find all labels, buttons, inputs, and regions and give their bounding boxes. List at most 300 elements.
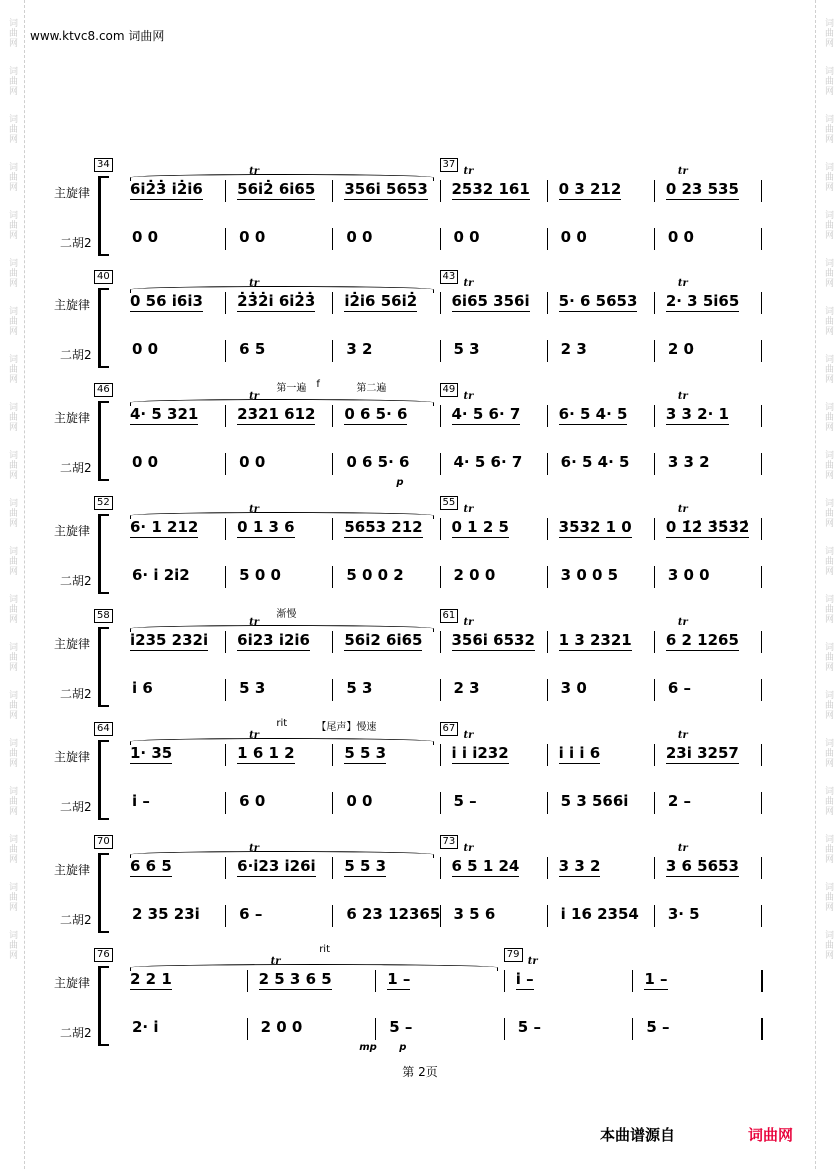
erhu-measure: 6 23 12365	[346, 905, 441, 923]
melody-measure: 2532 161	[451, 180, 530, 198]
barline	[225, 340, 226, 362]
barline	[225, 453, 226, 475]
erhu-measure: 2 3	[560, 340, 587, 358]
score-system	[0, 158, 840, 258]
barline	[332, 180, 333, 202]
measure-number: 37	[440, 158, 459, 172]
measure-number: 70	[94, 835, 113, 849]
watermark: 词曲网	[823, 498, 833, 528]
measure-number: 55	[440, 496, 459, 510]
erhu-measure: i 6	[132, 679, 153, 697]
erhu-measure: 0 0	[239, 453, 266, 471]
erhu-measure: 5 0 0 2	[346, 566, 404, 584]
watermark: 词曲网	[7, 786, 17, 816]
site-url: www.ktvc8.com 词曲网	[30, 29, 165, 43]
part-label-melody: 主旋律	[54, 750, 91, 764]
barline	[375, 970, 376, 992]
barline	[761, 292, 762, 314]
erhu-measure: 0 0	[346, 792, 373, 810]
system-bracket	[98, 966, 109, 1046]
trill-mark: tr	[249, 278, 260, 289]
barline	[504, 1018, 505, 1040]
watermark: 词曲网	[823, 690, 833, 720]
melody-measure: i2̇i6 56i2̇	[344, 292, 418, 310]
melody-measure: 2̇3̇2̇i 6i2̇3̇	[237, 292, 316, 310]
barline	[547, 566, 548, 588]
melody-measure: 5 5 3	[344, 744, 387, 762]
erhu-measure: 0 0	[239, 228, 266, 246]
barline	[225, 905, 226, 927]
erhu-measure: 5 –	[389, 1018, 413, 1036]
part-label-erhu: 二胡2	[60, 687, 92, 701]
barline	[632, 1018, 633, 1040]
melody-measure: 6 2 1265	[665, 631, 739, 649]
watermark: 词曲网	[823, 642, 833, 672]
barline	[547, 228, 548, 250]
barline	[440, 631, 441, 653]
melody-measure: 356i 5653	[344, 180, 428, 198]
watermark: 词曲网	[823, 18, 833, 48]
barline	[440, 566, 441, 588]
barline	[547, 180, 548, 202]
barline	[225, 228, 226, 250]
melody-measure: 1 6 1 2	[237, 744, 295, 762]
watermark: 词曲网	[7, 306, 17, 336]
measure-number: 46	[94, 383, 113, 397]
barline	[225, 405, 226, 427]
barline	[654, 679, 655, 701]
watermark: 词曲网	[7, 354, 17, 384]
score-annotation: 第二遍	[356, 383, 387, 394]
watermark: 词曲网	[823, 594, 833, 624]
barline	[332, 405, 333, 427]
part-label-melody: 主旋律	[54, 637, 91, 651]
barline	[225, 744, 226, 766]
melody-measure: 5653 212	[344, 518, 423, 536]
barline	[332, 340, 333, 362]
barline	[654, 518, 655, 540]
score-annotation: rit	[276, 718, 288, 729]
barline	[332, 744, 333, 766]
score-system	[0, 379, 840, 488]
brand-link[interactable]: 词曲网	[748, 1126, 794, 1144]
erhu-measure: 5 3 566i	[560, 792, 629, 810]
watermark: 词曲网	[823, 306, 833, 336]
trill-mark: tr	[463, 278, 474, 289]
melody-measure: 6i65 356i	[451, 292, 530, 310]
watermark: 词曲网	[823, 210, 833, 240]
melody-measure: 356i 6532	[451, 631, 535, 649]
watermark: 词曲网	[7, 690, 17, 720]
erhu-measure: 6· 5 4· 5	[560, 453, 630, 471]
trill-mark: tr	[249, 504, 260, 515]
system-bracket	[98, 740, 109, 820]
melody-measure: 3 6 5653	[665, 857, 739, 875]
trill-mark: tr	[527, 956, 538, 967]
barline	[504, 970, 505, 992]
trill-mark: tr	[677, 166, 688, 177]
measure-number: 61	[440, 609, 459, 623]
erhu-measure: 3 3 2	[667, 453, 710, 471]
score-system	[0, 270, 840, 370]
watermark: 词曲网	[823, 546, 833, 576]
erhu-measure: 5 –	[453, 792, 477, 810]
watermark: 词曲网	[7, 594, 17, 624]
watermark: 词曲网	[7, 930, 17, 960]
melody-measure: 0 23 535	[665, 180, 739, 198]
barline	[654, 180, 655, 202]
system-bracket	[98, 514, 109, 594]
barline	[440, 292, 441, 314]
erhu-measure: 0 0	[560, 228, 587, 246]
melody-measure: 4· 5 321	[130, 405, 199, 423]
barline	[547, 292, 548, 314]
watermark: 词曲网	[823, 66, 833, 96]
erhu-measure: 2· i	[132, 1018, 159, 1036]
barline	[761, 905, 762, 927]
erhu-measure: 2 0	[667, 340, 694, 358]
melody-measure: 2 5 3 6 5	[258, 970, 332, 988]
trill-mark: tr	[677, 278, 688, 289]
system-bracket	[98, 853, 109, 933]
melody-measure: i –	[515, 970, 534, 988]
melody-measure: 6i2̇3̇ i2̇i6	[130, 180, 203, 198]
erhu-measure: 3· 5	[667, 905, 700, 923]
barline	[247, 1018, 248, 1040]
erhu-measure: 5 –	[646, 1018, 670, 1036]
watermark: 词曲网	[7, 738, 17, 768]
score-annotation: p	[399, 1042, 407, 1053]
barline	[375, 1018, 376, 1040]
barline	[440, 228, 441, 250]
barline	[547, 792, 548, 814]
watermark: 词曲网	[823, 738, 833, 768]
watermark: 词曲网	[7, 546, 17, 576]
watermark: 词曲网	[823, 930, 833, 960]
trill-mark: tr	[270, 956, 281, 967]
trill-mark: tr	[249, 391, 260, 402]
barline	[440, 180, 441, 202]
erhu-measure: 5 0 0	[239, 566, 281, 584]
measure-number: 49	[440, 383, 459, 397]
barline	[547, 631, 548, 653]
barline	[761, 228, 762, 250]
barline	[632, 970, 633, 992]
barline	[654, 566, 655, 588]
system-bracket	[98, 288, 109, 368]
erhu-measure: 3 5 6	[453, 905, 496, 923]
barline	[547, 857, 548, 879]
watermark: 词曲网	[823, 354, 833, 384]
erhu-measure: 5 3	[453, 340, 480, 358]
barline	[761, 970, 763, 992]
score-system	[0, 609, 840, 709]
barline	[654, 453, 655, 475]
erhu-measure: 6 –	[667, 679, 691, 697]
barline	[247, 970, 248, 992]
barline	[761, 679, 762, 701]
melody-measure: 1 –	[644, 970, 668, 988]
barline	[332, 228, 333, 250]
watermark: 词曲网	[7, 834, 17, 864]
barline	[332, 453, 333, 475]
melody-measure: 3 3 2	[558, 857, 601, 875]
melody-measure: 0 1 2 5	[451, 518, 509, 536]
barline	[332, 905, 333, 927]
trill-mark: tr	[249, 166, 260, 177]
melody-measure: 2· 3 5i65	[665, 292, 740, 310]
score-annotation: rit	[319, 944, 330, 955]
erhu-measure: 6 0	[239, 792, 266, 810]
barline	[654, 744, 655, 766]
barline	[440, 679, 441, 701]
measure-number: 40	[94, 270, 113, 284]
trill-mark: tr	[463, 166, 474, 177]
part-label-melody: 主旋律	[54, 524, 91, 538]
melody-measure: 0 1̇2̇ 3̇5̇3̇2̇	[665, 518, 750, 536]
watermark: 词曲网	[823, 162, 833, 192]
trill-mark: tr	[677, 730, 688, 741]
barline	[225, 631, 226, 653]
erhu-measure: 6 –	[239, 905, 263, 923]
measure-number: 67	[440, 722, 459, 736]
erhu-measure: 0 0	[667, 228, 694, 246]
barline	[547, 518, 548, 540]
score-annotation: 第一遍	[276, 383, 307, 394]
melody-measure: 1· 35	[130, 744, 173, 762]
part-label-erhu: 二胡2	[60, 1026, 92, 1040]
barline	[225, 566, 226, 588]
melody-measure: 2 2 1	[130, 970, 172, 988]
erhu-measure: 4· 5 6· 7	[453, 453, 523, 471]
erhu-measure: 2 0 0	[260, 1018, 303, 1036]
barline	[332, 857, 333, 879]
watermark: 词曲网	[7, 450, 17, 480]
erhu-measure: 5 –	[517, 1018, 541, 1036]
trill-mark: tr	[677, 843, 688, 854]
measure-number: 76	[94, 948, 113, 962]
barline	[761, 453, 762, 475]
barline	[761, 340, 762, 362]
barline	[761, 1018, 763, 1040]
melody-measure: 3532 1 0	[558, 518, 632, 536]
barline	[547, 679, 548, 701]
system-bracket	[98, 401, 109, 481]
score-annotation: 渐慢	[276, 609, 297, 620]
melody-measure: 0 1 3 6	[237, 518, 295, 536]
watermark: 词曲网	[823, 786, 833, 816]
melody-measure: i i i232	[451, 744, 509, 762]
score-system	[0, 835, 840, 935]
barline	[761, 744, 762, 766]
barline	[440, 405, 441, 427]
barline	[440, 340, 441, 362]
watermark: 词曲网	[7, 258, 17, 288]
part-label-erhu: 二胡2	[60, 574, 92, 588]
watermark: 词曲网	[823, 834, 833, 864]
barline	[225, 292, 226, 314]
melody-measure: 6· 1 212	[130, 518, 199, 536]
melody-measure: 0 3 212	[558, 180, 622, 198]
barline	[761, 518, 762, 540]
page-number: 第 2页	[402, 1065, 438, 1079]
watermark: 词曲网	[823, 258, 833, 288]
watermark: 词曲网	[7, 18, 17, 48]
erhu-measure: 0 0	[453, 228, 480, 246]
erhu-measure: 5 3	[239, 679, 266, 697]
barline	[225, 857, 226, 879]
barline	[761, 857, 762, 879]
barline	[440, 792, 441, 814]
watermark: 词曲网	[823, 402, 833, 432]
barline	[761, 631, 762, 653]
erhu-measure: 3 2	[346, 340, 373, 358]
watermark: 词曲网	[7, 402, 17, 432]
melody-measure: i i i 6	[558, 744, 601, 762]
melody-measure: 2321 612	[237, 405, 316, 423]
trill-mark: tr	[249, 730, 260, 741]
melody-measure: 0 6 5· 6	[344, 405, 408, 423]
melody-measure: 6 5 1 24	[451, 857, 520, 875]
watermark: 词曲网	[7, 882, 17, 912]
barline	[225, 679, 226, 701]
part-label-erhu: 二胡2	[60, 800, 92, 814]
barline	[440, 857, 441, 879]
score-system	[0, 496, 840, 596]
trill-mark: tr	[463, 391, 474, 402]
part-label-erhu: 二胡2	[60, 461, 92, 475]
score-annotation: p	[396, 477, 404, 488]
erhu-measure: 6 5	[239, 340, 266, 358]
trill-mark: tr	[249, 843, 260, 854]
melody-measure: 23i 3257	[665, 744, 739, 762]
system-bracket	[98, 627, 109, 707]
erhu-measure: 2 35 23i	[132, 905, 200, 923]
measure-number: 79	[504, 948, 523, 962]
watermark: 词曲网	[7, 66, 17, 96]
melody-measure: i235 232i	[130, 631, 209, 649]
part-label-melody: 主旋律	[54, 186, 91, 200]
part-label-melody: 主旋律	[54, 863, 91, 877]
watermark: 词曲网	[823, 450, 833, 480]
score-annotation: mp	[359, 1042, 377, 1053]
measure-number: 43	[440, 270, 459, 284]
melody-measure: 6 6 5	[130, 857, 172, 875]
barline	[761, 180, 762, 202]
barline	[547, 744, 548, 766]
erhu-measure: 2 3	[453, 679, 480, 697]
melody-measure: 3 3 2· 1	[665, 405, 729, 423]
measure-number: 73	[440, 835, 459, 849]
barline	[440, 744, 441, 766]
trill-mark: tr	[463, 504, 474, 515]
barline	[225, 792, 226, 814]
erhu-measure: 6· i 2i2	[132, 566, 190, 584]
barline	[547, 905, 548, 927]
barline	[547, 453, 548, 475]
measure-number: 34	[94, 158, 113, 172]
barline	[332, 792, 333, 814]
melody-measure: 4· 5 6· 7	[451, 405, 521, 423]
erhu-measure: 0 0	[346, 228, 373, 246]
melody-measure: 56i2 6i65	[344, 631, 423, 649]
barline	[654, 905, 655, 927]
barline	[654, 228, 655, 250]
erhu-measure: 0 0	[132, 340, 159, 358]
barline	[332, 292, 333, 314]
part-label-melody: 主旋律	[54, 411, 91, 425]
score-annotation: f	[316, 379, 320, 390]
erhu-measure: 2 0 0	[453, 566, 496, 584]
barline	[654, 857, 655, 879]
watermark: 词曲网	[7, 210, 17, 240]
barline	[761, 405, 762, 427]
melody-measure: 6i23 i2i6	[237, 631, 310, 649]
trill-mark: tr	[677, 391, 688, 402]
erhu-measure: 0 0	[132, 228, 159, 246]
barline	[332, 631, 333, 653]
barline	[654, 405, 655, 427]
melody-measure: 1 –	[387, 970, 411, 988]
barline	[547, 340, 548, 362]
barline	[332, 518, 333, 540]
barline	[225, 518, 226, 540]
trill-mark: tr	[677, 617, 688, 628]
barline	[225, 180, 226, 202]
erhu-measure: 0 0	[132, 453, 159, 471]
score-annotation: 【尾声】慢速	[316, 722, 377, 733]
part-label-melody: 主旋律	[54, 298, 91, 312]
erhu-measure: 3 0	[560, 679, 587, 697]
watermark: 词曲网	[823, 882, 833, 912]
melody-measure: 6· 5 4· 5	[558, 405, 628, 423]
part-label-erhu: 二胡2	[60, 913, 92, 927]
barline	[654, 292, 655, 314]
melody-measure: 0 56 i6i3	[130, 292, 203, 310]
score-system	[0, 718, 840, 822]
melody-measure: 1 3 2321	[558, 631, 632, 649]
barline	[332, 679, 333, 701]
measure-number: 52	[94, 496, 113, 510]
erhu-measure: i 16 2354	[560, 905, 639, 923]
barline	[440, 518, 441, 540]
measure-number: 64	[94, 722, 113, 736]
erhu-measure: 5 3	[346, 679, 373, 697]
erhu-measure: 3 0 0 5	[560, 566, 619, 584]
erhu-measure: 2 –	[667, 792, 691, 810]
melody-measure: 5 5 3	[344, 857, 387, 875]
watermark: 词曲网	[7, 114, 17, 144]
system-bracket	[98, 176, 109, 256]
melody-measure: 56i2̇ 6i65	[237, 180, 316, 198]
barline	[654, 340, 655, 362]
trill-mark: tr	[677, 504, 688, 515]
barline	[440, 453, 441, 475]
barline	[654, 631, 655, 653]
barline	[332, 566, 333, 588]
melody-measure: 6·i23 i26i	[237, 857, 316, 875]
erhu-measure: 3 0 0	[667, 566, 710, 584]
watermark: 词曲网	[7, 498, 17, 528]
watermark: 词曲网	[7, 642, 17, 672]
barline	[654, 792, 655, 814]
trill-mark: tr	[463, 617, 474, 628]
watermark: 词曲网	[823, 114, 833, 144]
part-label-erhu: 二胡2	[60, 236, 92, 250]
part-label-erhu: 二胡2	[60, 348, 92, 362]
melody-measure: 5· 6 5653	[558, 292, 638, 310]
barline	[761, 792, 762, 814]
